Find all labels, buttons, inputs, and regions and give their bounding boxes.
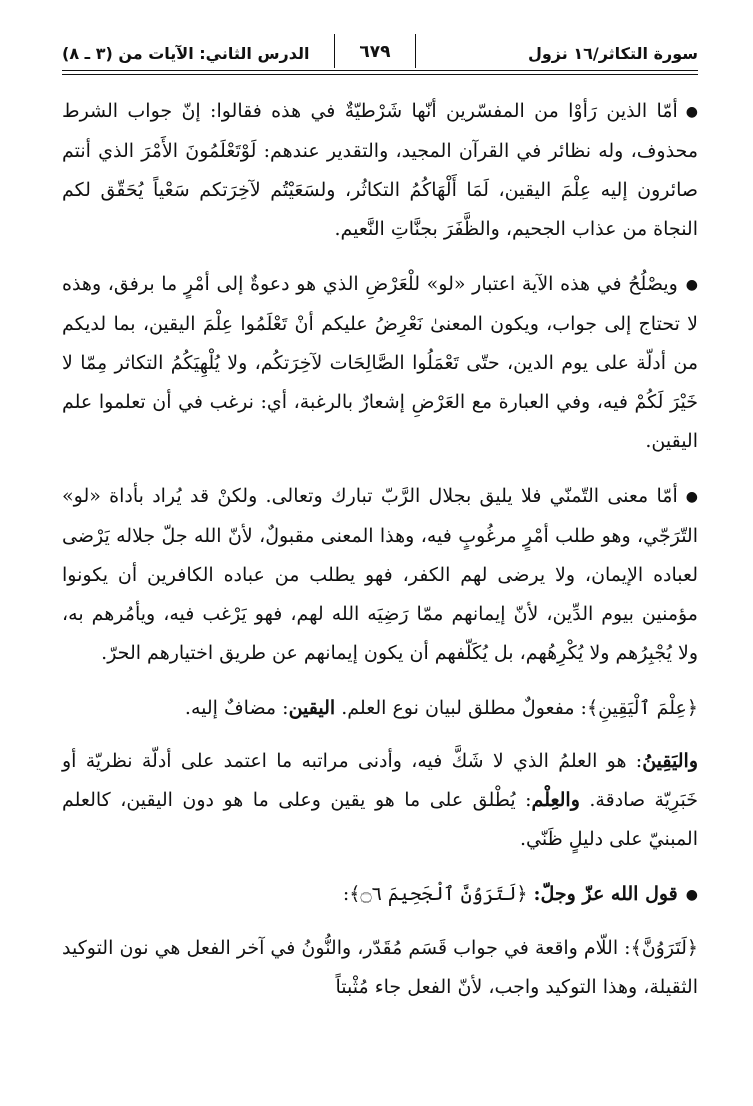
running-header	[62, 34, 698, 70]
verse-heading	[62, 875, 698, 915]
definition-text: : هو العلمُ الذي لا شَكَّ فيه، وأدنى مراتبه ما اعتمد على أدلّة نظريّة أو خَبَرِيّة صادقة.	[62, 750, 698, 811]
bullet-icon: ●	[685, 887, 698, 903]
definition-latarawunna	[62, 929, 698, 1007]
definition-term: اليقين	[288, 697, 336, 719]
definition-term: واليَقِينُ	[642, 750, 698, 772]
header-rule-thin	[62, 74, 698, 75]
paragraph-text: أمّا الذين رَأوْا من المفسّرين أنّها شَرْطيّةٌ في هذه فقالوا: إنّ جواب الشرط محذوف، وله نظائر في القرآن المجيد، والتقدير عندهم: لَوْتَعْلَمُونَ الأَمْرَ الذي أنتم صائرون إليه عِلْمَ اليقين، لَمَا أَلْهَاكُمُ التكاثُر، ولسَعَيْتُم لآخِرَتكم سَعْياً يُحَقّق لكم النجاة من عذاب الجحيم، والظَّفَرَ بجنَّاتِ النَّعيم.	[62, 100, 698, 240]
verse-intro: قول الله عزّ وجلّ:	[533, 883, 678, 905]
page-body	[62, 92, 698, 1023]
quran-quote: ﴿لَتَرَوُنَّ ٱلْجَحِيمَ ۝٦﴾:	[342, 883, 528, 905]
paragraph-text: ويصْلُحُ في هذه الآية اعتبار «لو» للْعَرْضِ الذي هو دعوةٌ إلى أمْرٍ ما برفق، وهذه لا تحتاج إلى جواب، ويكون المعنىٰ نَعْرِضُ عليكم أنْ تَعْلَمُوا عِلْمَ اليقين، بما لديكم من أدلّة على يوم الدين، حتّى تَعْمَلُوا الصَّالِحَات لآخِرَتكُم، ولا يُلْهِيَكُمُ التكاثر مِمّا لا خَيْرَ لَكُمْ فيه، وفي العبارة مع العَرْضِ إشعارٌ بالرغبة، أي: نرغب في أن تعلموا علم اليقين.	[62, 273, 698, 452]
page-number: ٦٧٩	[334, 34, 416, 68]
surah-title: سورة التكاثر/١٦ نزول	[527, 44, 698, 63]
paragraph-wish	[62, 477, 698, 673]
definition-text: : اللّام واقعة في جواب قَسَم مُقَدّر، والنُّونُ في آخر الفعل هي نون التوكيد الثقيلة، وهذا التوكيد واجب، لأنّ الفعل جاء مُثْبتاً	[62, 937, 698, 998]
definition-text: : مضافٌ إليه.	[184, 697, 289, 719]
bullet-icon: ●	[685, 104, 698, 120]
paragraph-text: أمّا معنى التّمنّي فلا يليق بجلال الرَّبّ تبارك وتعالى. ولكنْ قد يُراد بأداة «لو» التّرَجّي، وهو طلب أمْرٍ مرغُوبٍ فيه، وهذا المعنى مقبولٌ، لأنّ الله جلّ جلاله يَرْضى لعباده الإيمان، ولا يرضى لهم الكفر، فهو يطلب من عباده الكافرين أن يكونوا مؤمنين بيوم الدِّين، لأنّ إيمانهم ممّا رَضِيَه الله لهم، فهو يَرْغب فيه، ويأمُرهم به، ولا يُجْبِرُهم ولا يُكْرِهُهم، بل يُكَلّفهم أن يكون إيمانهم عن طريق اختيارهم الحرّ.	[62, 485, 698, 664]
quran-quote: ﴿عِلْمَ ٱلْيَقِينِ﴾	[586, 697, 698, 719]
paragraph-offer	[62, 265, 698, 461]
bullet-icon: ●	[685, 489, 698, 505]
lesson-title: الدرس الثاني: الآيات من (٣ ـ ٨)	[62, 44, 310, 63]
definition-yaqin	[62, 742, 698, 859]
bullet-icon: ●	[685, 277, 698, 293]
definition-text: : مفعولٌ مطلق لبيان نوع العلم.	[341, 697, 587, 719]
definition-text: : يُطْلق على ما هو يقين وعلى ما هو دون اليقين، كالعلم المبنيّ على دليلٍ ظَنّي.	[62, 789, 698, 850]
quran-quote: ﴿لَتَرَوُنَّ﴾	[630, 937, 698, 959]
header-rule	[62, 70, 698, 71]
paragraph-conditional	[62, 92, 698, 249]
definition-ilm-al-yaqin	[62, 689, 698, 728]
definition-term: والعِلْم	[531, 789, 580, 811]
